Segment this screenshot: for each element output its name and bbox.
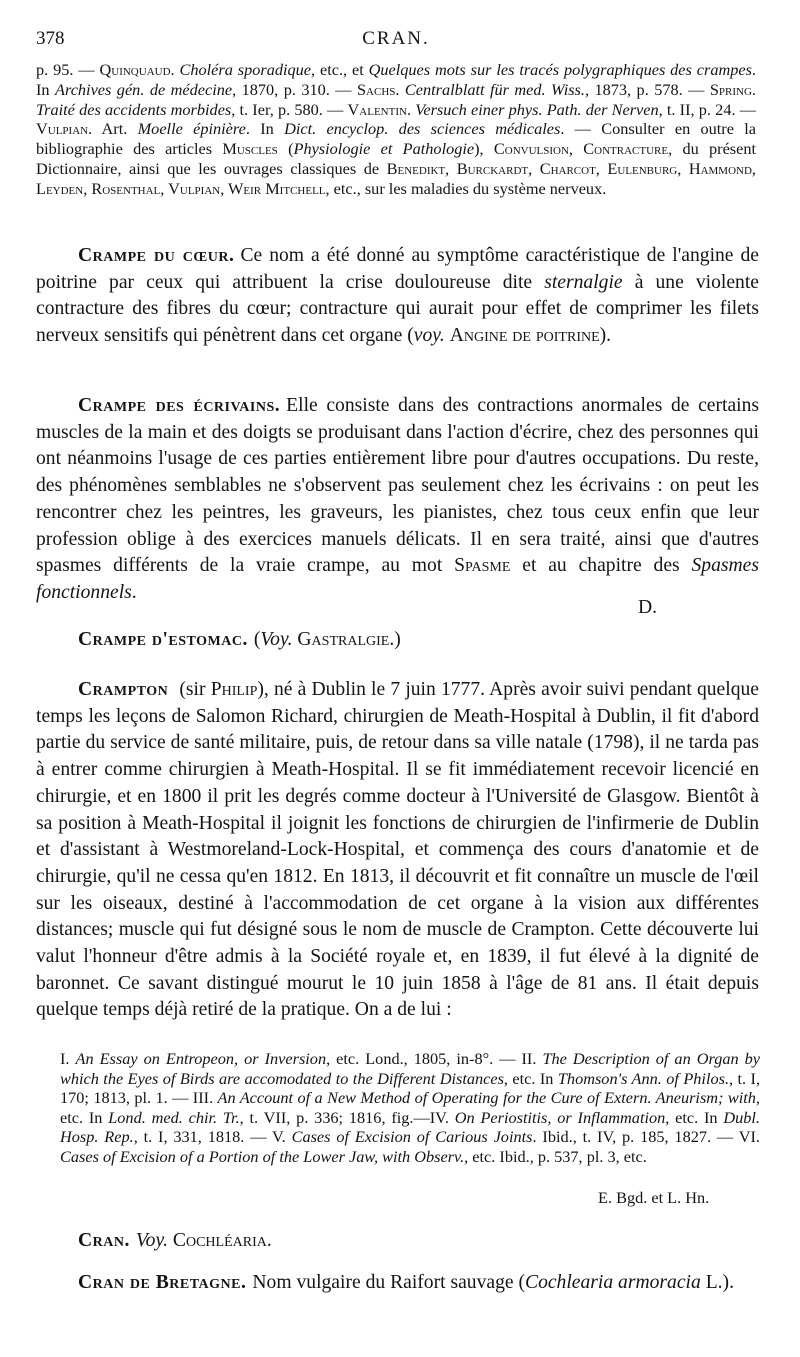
work-title: Versuch einer phys. Path. der Nerven (415, 99, 659, 119)
author-name: Quinquaud (99, 60, 171, 79)
author-name: Sachs (357, 79, 396, 99)
author-signature: E. Bgd. et L. Hn. (598, 1188, 710, 1207)
author-list: Benedikt, Burckardt, Charcot, Eulenburg, Hammond, Leyden, Rosenthal, Vulpian, Weir Mitchell (36, 158, 756, 198)
entry-headword: Crampe des écrivains. (78, 395, 281, 416)
cross-reference: Spasme (454, 555, 511, 577)
entry-crampton: Crampton (sir Philip), né à Dublin le 7 juin 1777. Après avoir suivi pendant quelque temps les leçons de Salomon Richard, chirurgien de Meath-Hospital à Dublin, il fit d'abord partie du service de santé militaire, puis, de retour dans sa ville natale (1798), il ne tarda pas à entrer comme chirurgien à Meath-Hospital. Il se fit immédiatement recevoir licencié en chirurgie, et en 1800 il prit les degrés comme docteur à l'Université de Glasgow. Bientôt à sa position à Meath-Hospital il joignit les fonctions de chirurgien de l'infirmerie de Dublin et d'assistant à Westmoreland-Lock-Hospital, et commença des cours d'anatomie et de chirurgie, qu'il ne cessa qu'en 1812. En 1813, il découvrit et fit connaître un muscle de l'œil sur les oiseaux, destiné à l'accommodation de cet organe à la vision aux différentes distances; muscle qui fut désigné sous le nom de muscle de Crampton. Cette découverte lui valut l'honneur d'être admis à la Société royale et, en 1839, il fut élevé à la dignité de baronnet. Ce savant distingué mourut le 10 juin 1858 à l'âge de 81 ans. Il était depuis quelque temps déjà retiré de la pratique. On a de lui : (36, 679, 759, 1021)
entry-crampe-du-coeur: Crampe du cœur. Ce nom a été donné au symptôme caractéristique de l'angine de poitrine par ceux qui attribuent la crise douloureuse dite sternalgie à une violente contracture des fibres du cœur; contracture qui aurait pour effet de comprimer les filets nerveux sensitifs qui pénètrent dans cet organe (voy. Angine de poitrine). (36, 245, 759, 347)
bibliography-block: p. 95. — Quinquaud. Choléra sporadique, etc., et Quelques mots sur les tracés polygraphiques des crampes. In Archives gén. de médecine, 1870, p. 310. — Sachs. Centralblatt für med. Wiss., 1873, p. 578. — Spring. Traité des accidents morbides, t. Ier, p. 580. — Valentin. Versuch einer phys. Path. der Nerven, t. II, p. 24. — Vulpian. Art. Moelle épinière. In Dict. encyclop. des sciences médicales. — Consulter en outre la bibliographie des articles Muscles (Physiologie et Pathologie), Convulsion, Contracture, du présent Dictionnaire, ainsi que les ouvrages classiques de Benedikt, Burckardt, Charcot, Eulenburg, Hammond, Leyden, Rosenthal, Vulpian, Weir Mitchell, etc., sur les maladies du système nerveux. (36, 60, 757, 198)
cross-reference: Gastralgie (297, 629, 390, 650)
work-title: Quelques mots sur les tracés polygraphiques des crampes (368, 60, 752, 79)
work-title: Choléra sporadique (179, 60, 312, 79)
running-head: CRAN. (362, 28, 430, 49)
cross-reference: Cochléaria (172, 1230, 267, 1251)
author-name: Valentin (347, 99, 407, 119)
crampton-works-list: I. An Essay on Entropeon, or Inversion, etc. Lond., 1805, in-8°. — II. The Description of an Organ by which the Eyes of Birds are accomodated to the Different Distances, etc. In Thomson's Ann. of Philos., t. I, 170; 1813, pl. 1. — III. An Account of a New Method of Operating for the Cure of Extern. Aneurism; with, etc. In Lond. med. chir. Tr., t. VII, p. 336; 1816, fig.—IV. On Periostitis, or Inflammation, etc. In Dubl. Hosp. Rep., t. I, 331, 1818. — V. Cases of Excision of Carious Joints. Ibid., t. IV, p. 185, 1827. — VI. Cases of Excision of a Portion of the Lower Jaw, with Observ., etc. Ibid., p. 537, pl. 3, etc. (60, 1049, 761, 1166)
cross-reference: Convulsion, Contracture (493, 139, 669, 159)
entry-headword: Crampe d'estomac. (78, 629, 248, 650)
entry-cran: Cran. Voy. Cochléaria. (78, 1230, 272, 1251)
entry-headword: Crampe du cœur. (78, 245, 235, 266)
author-name: Spring (709, 79, 752, 99)
entry-crampe-d-estomac: Crampe d'estomac. (Voy. Gastralgie.) (36, 627, 759, 654)
author-name: Vulpian (36, 119, 89, 139)
subtitle: Physiologie et Pathologie (293, 139, 475, 159)
journal-title: Archives gén. de médecine (55, 79, 233, 99)
journal-title: Dict. encyclop. des sciences médicales (284, 119, 561, 139)
page-number: 378 (36, 28, 65, 49)
cross-reference: Angine de poitrine (449, 325, 600, 347)
author-signature: D. (638, 597, 658, 618)
entry-headword: Crampton (78, 679, 169, 700)
entry-crampe-des-ecrivains: Crampe des écrivains. Elle consiste dans des contractions anormales de certains muscles de la main et des doigts se produisant dans l'action d'écrire, chez des personnes qui ont néanmoins l'usage de ces parties entièrement libre pour d'autres occupations. Du reste, des phénomènes semblables ne s'observent pas seulement chez les écrivains : on peut les rencontrer chez les peintres, les graveurs, les pianistes, chez tous ceux enfin que leur profession oblige à des exercices manuels délicats. Il en sera traité, ainsi que d'autres spasmes différents de la vraie crampe, au mot Spasme et au chapitre des Spasmes fonctionnels. (36, 395, 760, 603)
entry-headword: Cran de Bretagne. (78, 1272, 247, 1293)
article-title: Moelle épinière (137, 119, 246, 139)
journal-title: Centralblatt für med. Wiss. (404, 79, 585, 99)
page-header (36, 28, 756, 56)
entry-cran-de-bretagne: Cran de Bretagne. Nom vulgaire du Raifort sauvage (Cochlearia armoracia L.). (36, 1270, 759, 1297)
work-title: Traité des accidents morbides (36, 99, 232, 119)
cross-reference: Muscles (222, 139, 278, 159)
entry-headword: Cran. (78, 1230, 130, 1251)
